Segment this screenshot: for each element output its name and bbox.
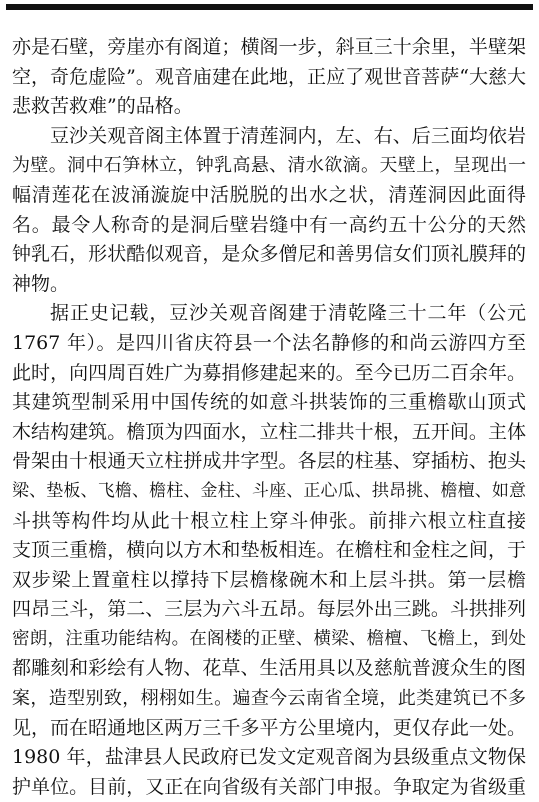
text-line: 梁、垫板、飞檐、檐柱、金柱、斗座、正心瓜、拱昂挑、檐檀、如意 <box>12 480 526 501</box>
text-line: 见，而在昭通地区两万三千多平方公里境内，更仅存此一处。 <box>12 716 526 739</box>
text-line: 其建筑型制采用中国传统的如意斗拱装饰的三重檐歇山顶式 <box>12 391 526 414</box>
text-line: 1767 年）。是四川省庆符县一个法名静修的和尚云游四方至 <box>12 331 526 354</box>
text-line: 此时，向四周百姓广为募捐修建起来的。至今已历二百余年。 <box>12 361 526 384</box>
text-line: 四昂三斗，第二、三层为六斗五昂。每层外出三跳。斗拱排列 <box>12 598 526 621</box>
text-line: 支顶三重檐，横向以方木和垫板相连。在檐柱和金柱之间，于 <box>12 539 526 562</box>
text-line: 都雕刻和彩绘有人物、花草、生活用具以及慈航普渡众生的图 <box>12 657 526 680</box>
text-line: 空，奇危虚险”。观音庙建在此地，正应了观世音菩萨“大慈大 <box>12 65 526 88</box>
body-text <box>12 33 526 802</box>
text-line: 斗拱等构件均从此十根立柱上穿斗伸张。前排六根立柱直接 <box>12 509 526 532</box>
text-line: 钟乳石，形状酷似观音，是众多僧尼和善男信女们顶礼膜拜的 <box>12 243 526 266</box>
text-line: 双步梁上置童柱以撑持下层檐椽碗木和上层斗拱。第一层檐 <box>12 568 526 591</box>
text-line: 悲救苦救难”的品格。 <box>12 95 193 118</box>
text-line: 护单位。目前，又正在向省级有关部门申报。争取定为省级重 <box>12 775 526 798</box>
text-line: 亦是石壁，旁崖亦有阁道；横阁一步，斜亘三十余里，半壁架 <box>12 36 526 58</box>
text-line: 名。最令人称奇的是洞后壁岩缝中有一高约五十公分的天然 <box>12 213 526 236</box>
text-line: 幅清莲花在波涌漩旋中活脱脱的出水之状，清莲洞因此面得 <box>12 183 526 206</box>
text-line: 密朗，注重功能结构。在阁楼的正壁、横梁、檐檀、飞檐上，到处 <box>12 628 526 649</box>
text-line: 骨架由十根通天立柱拼成井字型。各层的柱基、穿插枋、抱头 <box>12 450 526 473</box>
text-line: 神物。 <box>12 272 70 295</box>
text-line: 据正史记载，豆沙关观音阁建于清乾隆三十二年（公元 <box>50 302 526 325</box>
text-line: 为壁。洞中石笋林立，钟乳高悬、清水欲滴。天壁上，呈现出一 <box>12 155 526 177</box>
text-line: 1980 年，盐津县人民政府已发文定观音阁为县级重点文物保 <box>12 746 526 769</box>
text-line: 案，造型别致，栩栩如生。遍查今云南省全境，此类建筑已不多 <box>12 688 526 710</box>
text-line: 木结构建筑。檐顶为四面水，立柱二排共十根，五开间。主体 <box>12 420 526 443</box>
top-rule <box>6 4 533 10</box>
text-line: 豆沙关观音阁主体置于清莲洞内，左、右、后三面均依岩 <box>50 124 526 147</box>
